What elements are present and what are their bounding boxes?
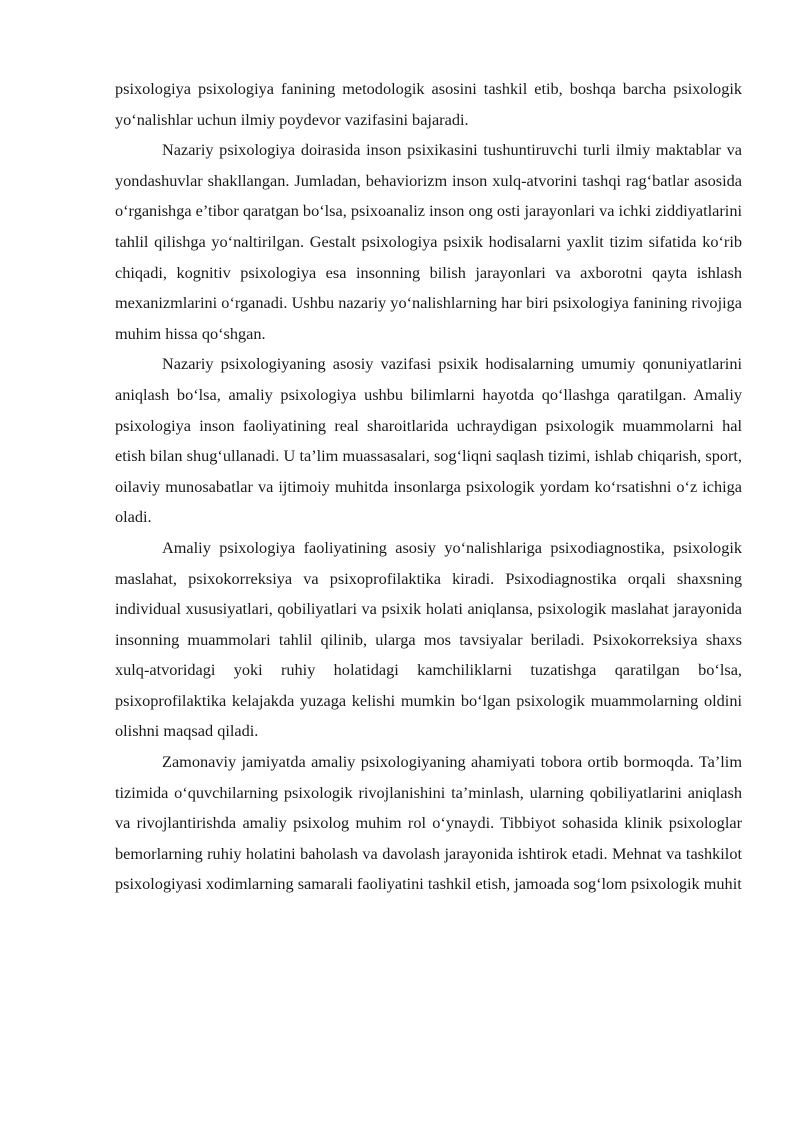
paragraph-modern-society: Zamonaviy jamiyatda amaliy psixologiyaning ahamiyati tobora ortib bormoqda. Ta’lim tizimida o‘quvchilarning psixologik rivojlanishini ta’minlash, ularning qobiliyatlarini aniqlash va rivojlantirishda amaliy psixolog muhim rol o‘ynaydi. Tibbiyot sohasida klinik psixologlar bemorlarning ruhiy holatini baholash va davolash jarayonida ishtirok etadi. Mehnat va tashkilot psixologiyasi xodimlarning samarali faoliyatini tashkil etish, jamoada sog‘lom psixologik muhit [115, 752, 742, 894]
paragraph-theoretical-schools: Nazariy psixologiya doirasida inson psixikasini tushuntiruvchi turli ilmiy maktablar va yondashuvlar shakllangan. Jumladan, behaviorizm inson xulq-atvorini tashqi rag‘batlar asosida o‘rganishga e’tibor qaratgan bo‘lsa, psixoanaliz inson ong osti jarayonlari va ichki ziddiyatlarini tahlil qilishga yo‘naltirilgan. Gestalt psixologiya psixik hodisalarni yaxlit tizim sifatida ko‘rib chiqadi, kognitiv psixologiya esa insonning bilish jarayonlari va axborotni qayta ishlash mexanizmlarini o‘rganadi. Ushbu nazariy yo‘nalishlarning har biri psixologiya fanining rivojiga muhim hissa qo‘shgan. [115, 140, 742, 343]
paragraph-applied-psychology: Nazariy psixologiyaning asosiy vazifasi psixik hodisalarning umumiy qonuniyatlarini aniqlash bo‘lsa, amaliy psixologiya ushbu bilimlarni hayotda qo‘llashga qaratilgan. Amaliy psixologiya inson faoliyatining real sharoitlarida uchraydigan psixologik muammolarni hal etish bilan shug‘ullanadi. U ta’lim muassasalari, sog‘liqni saqlash tizimi, ishlab chiqarish, sport, oilaviy munosabatlar va ijtimoiy muhitda insonlarga psixologik yordam ko‘rsatishni o‘z ichiga oladi. [115, 354, 742, 527]
document-body [115, 74, 742, 900]
paragraph-continuation: psixologiya psixologiya fanining metodologik asosini tashkil etib, boshqa barcha psixologik yo‘nalishlar uchun ilmiy poydevor vazifasini bajaradi. [115, 79, 742, 129]
paragraph-applied-directions: Amaliy psixologiya faoliyatining asosiy yo‘nalishlariga psixodiagnostika, psixologik maslahat, psixokorreksiya va psixoprofilaktika kiradi. Psixodiagnostika orqali shaxsning individual xususiyatlari, qobiliyatlari va psixik holati aniqlansa, psixologik maslahat jarayonida insonning muammolari tahlil qilinib, ularga mos tavsiyalar beriladi. Psixokorreksiya shaxs xulq-atvoridagi yoki ruhiy holatidagi kamchiliklarni tuzatishga qaratilgan bo‘lsa, psixoprofilaktika kelajakda yuzaga kelishi mumkin bo‘lgan psixologik muammolarning oldini olishni maqsad qiladi. [115, 537, 742, 741]
